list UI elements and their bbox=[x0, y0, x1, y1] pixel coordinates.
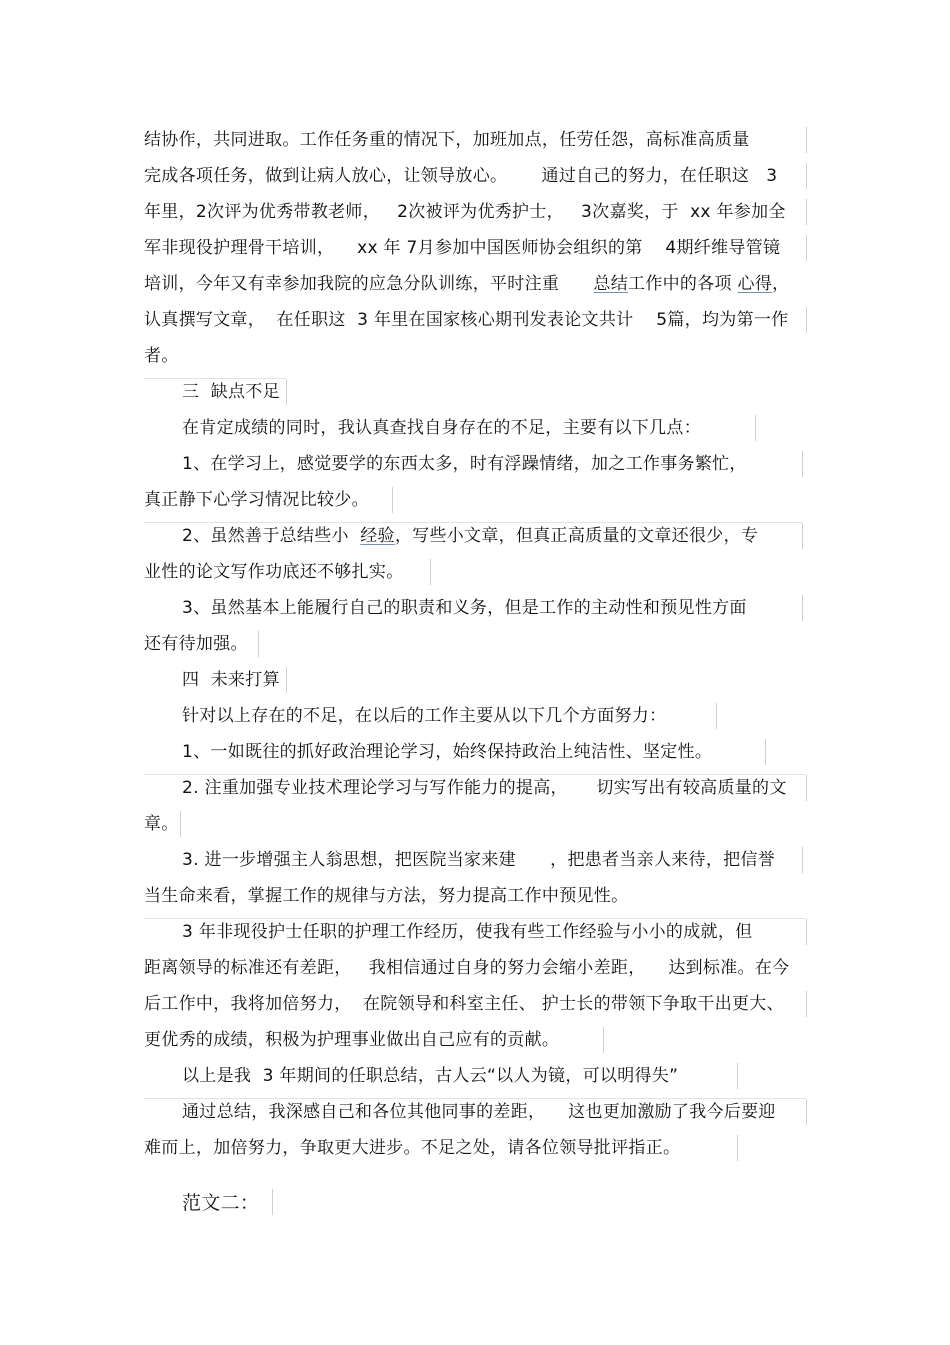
text-run: 工作中的各项 bbox=[628, 274, 738, 294]
list-item: 2. 注重加强专业技术理论学习与写作能力的提高， 切实写出有较高质量的文 bbox=[182, 778, 787, 798]
text-box-edge bbox=[806, 163, 807, 189]
body-line: 通过总结，我深感自己和各位其他同事的差距， 这也更加激励了我今后要迎 bbox=[182, 1102, 776, 1122]
text-box-edge bbox=[806, 919, 807, 945]
body-line: 针对以上存在的不足，在以后的工作主要从以下几个方面努力： bbox=[182, 706, 667, 726]
body-line: 完成各项任务，做到让病人放心，让领导放心。 通过自己的努力，在任职这 3 bbox=[144, 166, 778, 186]
text-box-edge bbox=[180, 811, 181, 837]
body-line: 业性的论文写作功底还不够扎实。 bbox=[144, 562, 404, 582]
text-box-edge bbox=[802, 595, 803, 621]
text-box-edge bbox=[392, 487, 393, 513]
body-line: 难而上，加倍努力，争取更大进步。不足之处，请各位领导批评指正。 bbox=[144, 1138, 681, 1158]
body-line: 后工作中，我将加倍努力， 在院领导和科室主任、 护士长的带领下争取干出更大、 bbox=[144, 994, 784, 1014]
text-box-edge bbox=[806, 199, 807, 225]
text-run: 2、虽然善于总结些小 bbox=[182, 526, 361, 546]
text-box-edge bbox=[144, 774, 806, 775]
text-box-edge bbox=[144, 522, 802, 523]
body-line: 真正静下心学习情况比较少。 bbox=[144, 490, 369, 510]
list-item bbox=[182, 525, 758, 547]
text-box-edge bbox=[430, 559, 431, 585]
text-run: ，写些小文章，但真正高质量的文章还很少，专 bbox=[394, 526, 759, 546]
list-item: 3、虽然基本上能履行自己的职责和义务，但是工作的主动性和预见性方面 bbox=[182, 598, 747, 618]
underlined-term-summary: 总结 bbox=[593, 274, 629, 294]
body-line: 者。 bbox=[144, 346, 179, 366]
list-item: 1、一如既往的抓好政治理论学习，始终保持政治上纯洁性、坚定性。 bbox=[182, 742, 713, 762]
body-line: 还有待加强。 bbox=[144, 634, 248, 654]
section-heading: 三 缺点不足 bbox=[182, 382, 280, 402]
body-line: 当生命来看，掌握工作的规律与方法，努力提高工作中预见性。 bbox=[144, 886, 629, 906]
text-box-edge bbox=[765, 739, 766, 765]
text-box-edge bbox=[802, 523, 803, 549]
text-box-edge bbox=[603, 1027, 604, 1053]
text-run: ， bbox=[772, 274, 790, 294]
text-box-edge bbox=[806, 1099, 807, 1125]
text-run: 培训，今年又有幸参加我院的应急分队训练，平时注重 bbox=[144, 274, 594, 294]
underlined-term-experience: 经验 bbox=[360, 526, 395, 546]
sample-two-title: 范文二： bbox=[182, 1192, 260, 1214]
body-line: 认真撰写文章， 在任职这 3 年里在国家核心期刊发表论文共计 5篇，均为第一作 bbox=[144, 310, 789, 330]
text-box-edge bbox=[144, 1098, 806, 1099]
text-box-edge bbox=[286, 379, 287, 405]
body-line: 在肯定成绩的同时，我认真查找自身存在的不足，主要有以下几点： bbox=[182, 418, 701, 438]
text-box-edge bbox=[802, 451, 803, 477]
text-box-edge bbox=[806, 235, 807, 261]
body-line: 军非现役护理骨干培训， xx 年 7月参加中国医师协会组织的第 4期纤维导管镜 bbox=[144, 238, 781, 258]
text-box-edge bbox=[286, 667, 287, 693]
underlined-term-experience: 心得 bbox=[737, 274, 773, 294]
text-box-edge bbox=[737, 1063, 738, 1089]
text-box-edge bbox=[737, 1135, 738, 1161]
text-box-edge bbox=[144, 378, 286, 379]
list-item: 3. 进一步增强主人翁思想，把医院当家来建 ，把患者当亲人来待，把信誉 bbox=[182, 850, 776, 870]
text-box-edge bbox=[802, 847, 803, 873]
text-box-edge bbox=[806, 127, 807, 153]
list-item: 1、在学习上，感觉要学的东西太多，时有浮躁情绪，加之工作事务繁忙， bbox=[182, 454, 747, 474]
text-box-edge bbox=[806, 775, 807, 801]
text-box-edge bbox=[806, 307, 807, 333]
body-line bbox=[144, 273, 789, 295]
body-line: 距离领导的标准还有差距， 我相信通过自身的努力会缩小差距， 达到标准。在今 bbox=[144, 958, 790, 978]
body-line: 3 年非现役护士任职的护理工作经历，使我有些工作经验与小小的成就，但 bbox=[182, 922, 753, 942]
text-box-edge bbox=[806, 991, 807, 1017]
text-box-edge bbox=[144, 918, 806, 919]
body-line: 年里，2次评为优秀带教老师， 2次被评为优秀护士， 3次嘉奖，于 xx 年参加全 bbox=[144, 202, 786, 222]
text-box-edge bbox=[755, 415, 756, 441]
text-box-edge bbox=[272, 1189, 273, 1215]
body-line: 更优秀的成绩，积极为护理事业做出自己应有的贡献。 bbox=[144, 1030, 560, 1050]
body-line: 结协作，共同进取。工作任务重的情况下，加班加点，任劳任怨，高标准高质量 bbox=[144, 130, 750, 150]
body-line: 以上是我 3 年期间的任职总结，古人云“以人为镜，可以明得失” bbox=[182, 1066, 679, 1086]
section-heading: 四 未来打算 bbox=[182, 670, 280, 690]
text-box-edge bbox=[716, 703, 717, 729]
text-box-edge bbox=[258, 631, 259, 657]
body-line: 章。 bbox=[144, 814, 179, 834]
